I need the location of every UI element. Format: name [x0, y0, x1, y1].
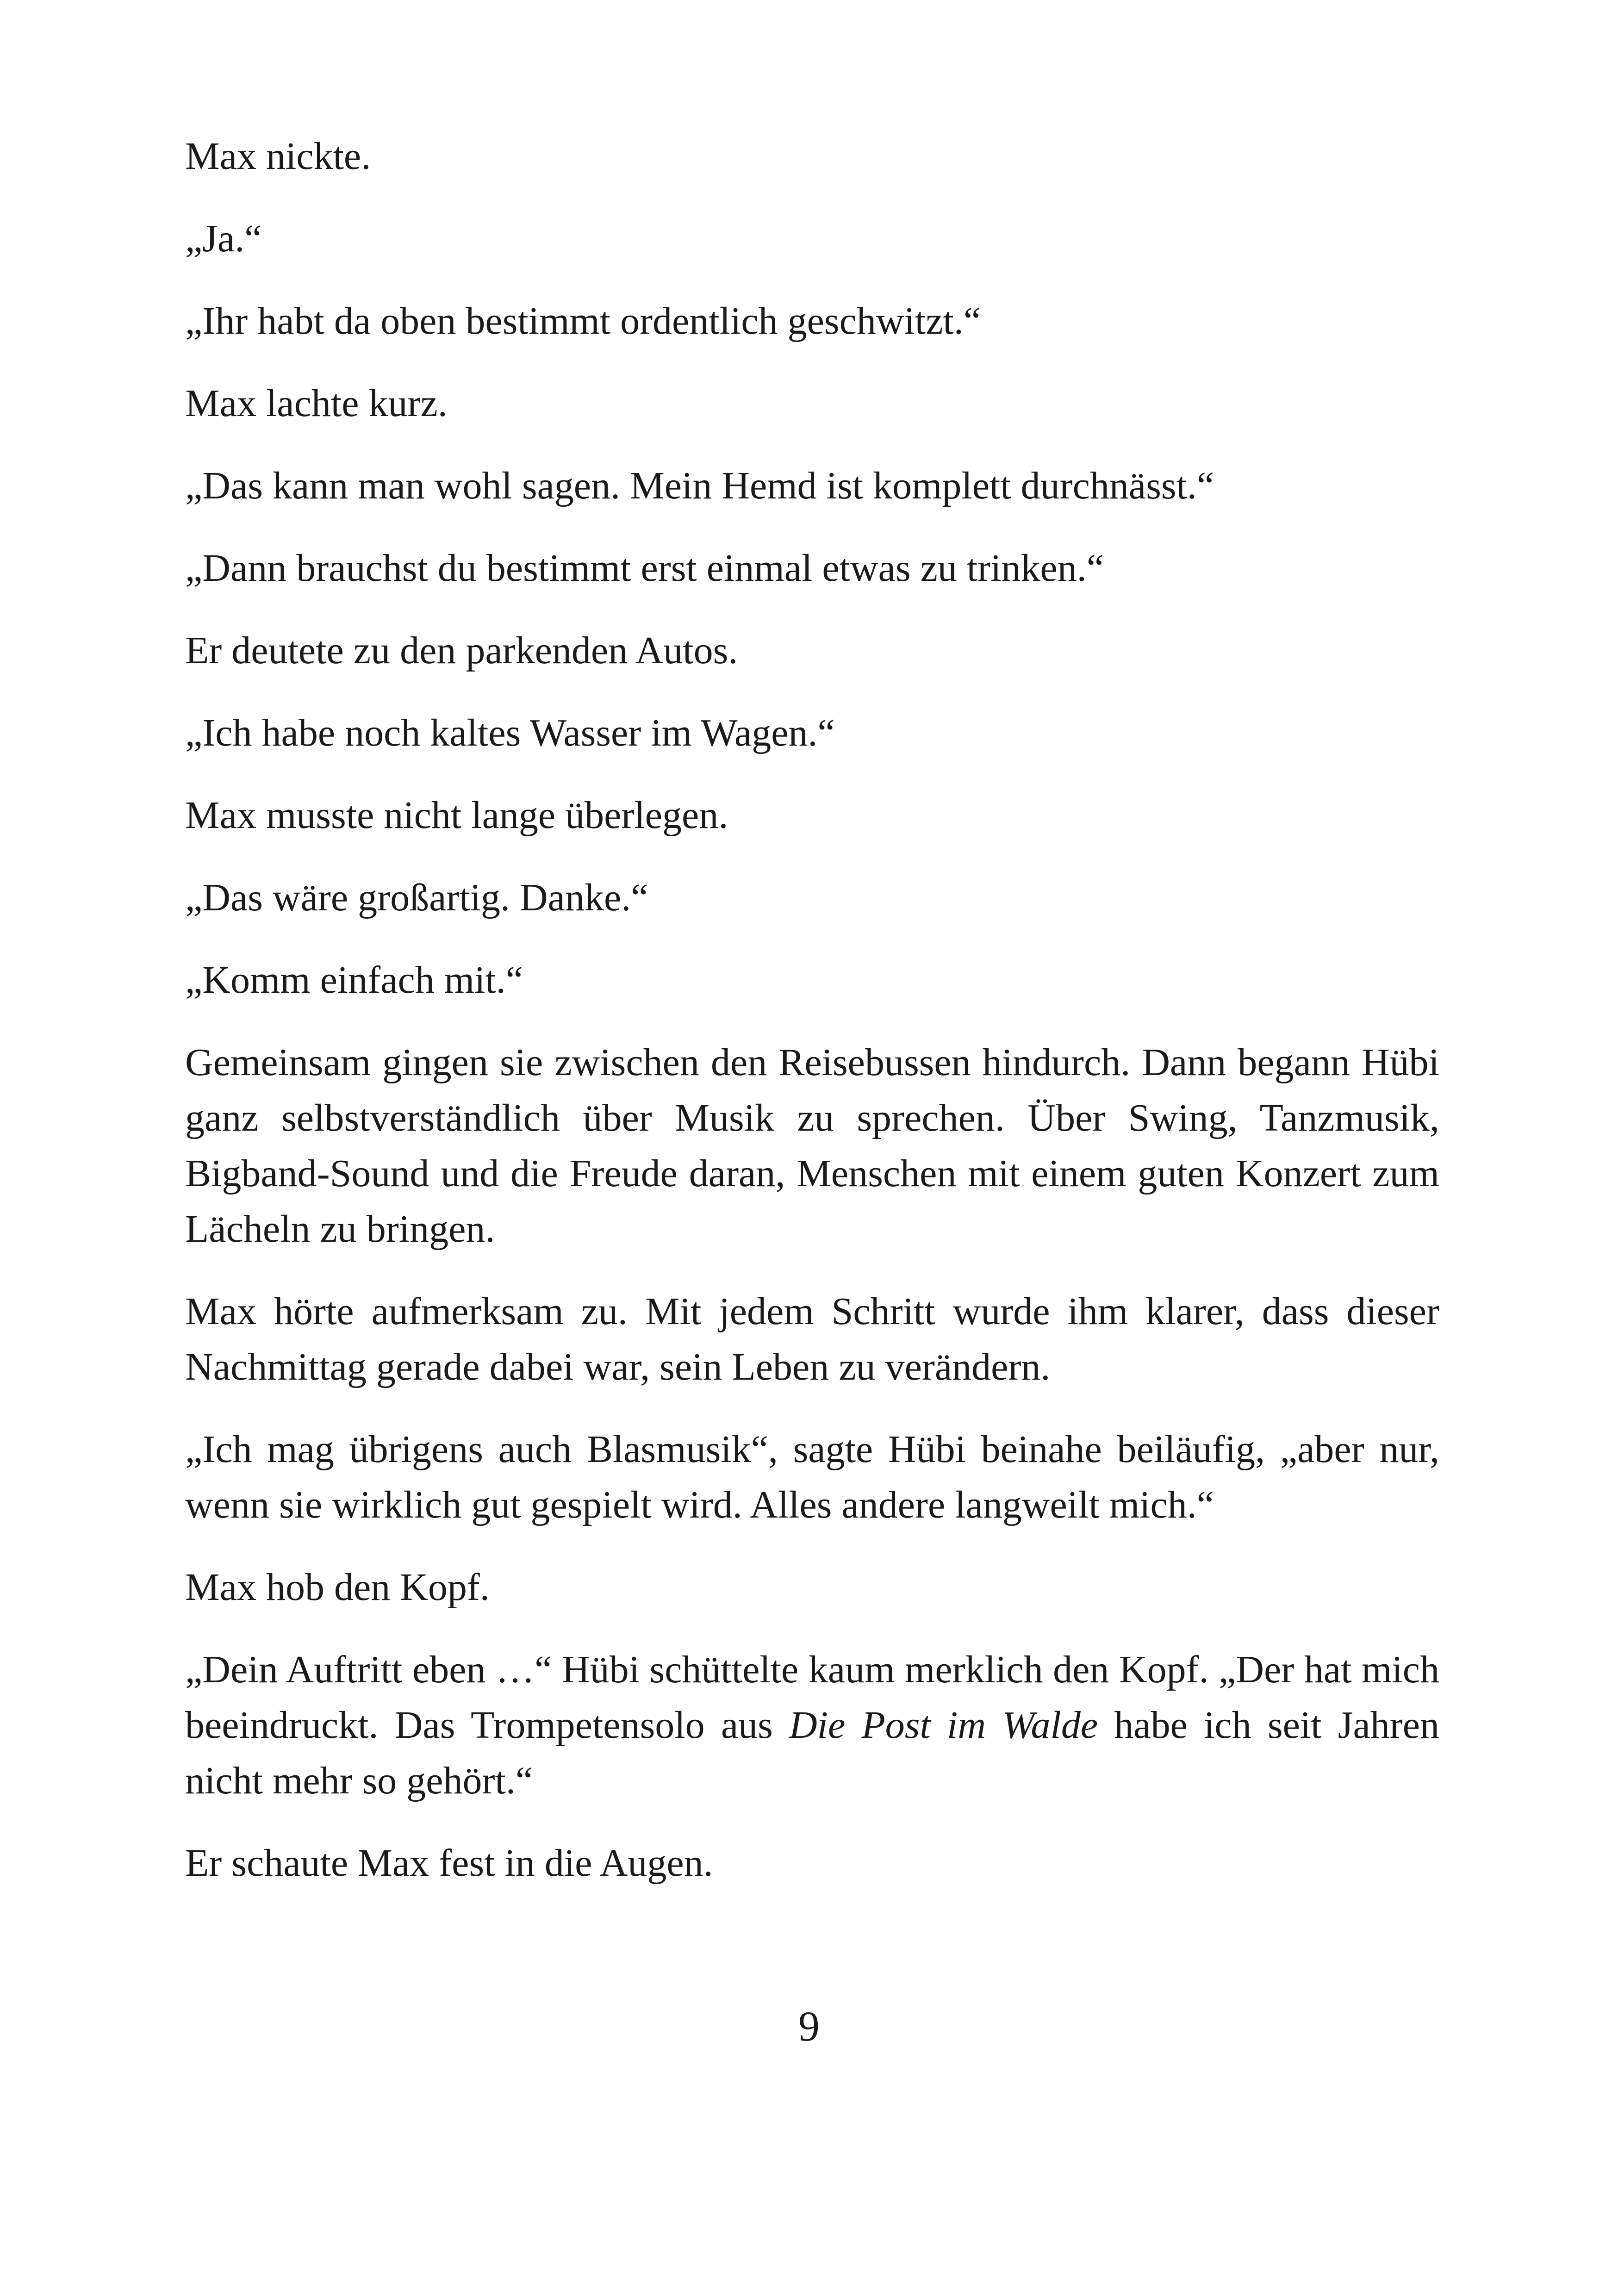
paragraph: Max hörte aufmerksam zu. Mit jedem Schritt wurde ihm klarer, dass dieser Nachmittag gerade dabei war, sein Leben zu verändern.	[185, 1290, 1439, 1388]
paragraph-with-title	[185, 1642, 1439, 1809]
paragraph: Gemeinsam gingen sie zwischen den Reisebussen hindurch. Dann begann Hübi ganz selbstverständlich über Musik zu sprechen. Über Swing, Tanzmusik, Bigband-Sound und die Freude daran, Menschen mit einem guten Konzert zum Lächeln zu bringen.	[185, 1041, 1439, 1251]
paragraph: Max musste nicht lange überlegen.	[185, 794, 728, 837]
page-number: 9	[798, 2003, 820, 2050]
paragraph: „Ich habe noch kaltes Wasser im Wagen.“	[185, 711, 835, 754]
paragraph: „Komm einfach mit.“	[185, 958, 523, 1002]
paragraph: Max hob den Kopf.	[185, 1566, 490, 1609]
paragraph: Er schaute Max fest in die Augen.	[185, 1842, 713, 1885]
paragraph: Max nickte.	[185, 135, 371, 178]
work-title: Die Post im Walde	[789, 1704, 1098, 1747]
paragraph: „Das wäre großartig. Danke.“	[185, 876, 648, 919]
paragraph-text: habe ich seit Jahren nicht mehr so gehört.“	[185, 1704, 1439, 1802]
paragraph: „Ich mag übrigens auch Blasmusik“, sagte Hübi beinahe beiläufig, „aber nur, wenn sie wirklich gut gespielt wird. Alles andere langweilt mich.“	[185, 1428, 1439, 1526]
paragraph: „Das kann man wohl sagen. Mein Hemd ist komplett durchnässt.“	[185, 464, 1214, 507]
paragraph: Er deutete zu den parkenden Autos.	[185, 629, 738, 672]
paragraph: „Dann brauchst du bestimmt erst einmal etwas zu trinken.“	[185, 547, 1104, 590]
paragraph-text: „Dein Auftritt eben …“ Hübi schüttelte kaum merklich den Kopf. „Der hat mich beeindruckt. Das Trompetensolo aus	[185, 1648, 1439, 1747]
paragraph: „Ihr habt da oben bestimmt ordentlich geschwitzt.“	[185, 299, 981, 342]
body-text	[185, 129, 1439, 1891]
paragraph: Max lachte kurz.	[185, 382, 448, 425]
paragraph: „Ja.“	[185, 217, 262, 260]
